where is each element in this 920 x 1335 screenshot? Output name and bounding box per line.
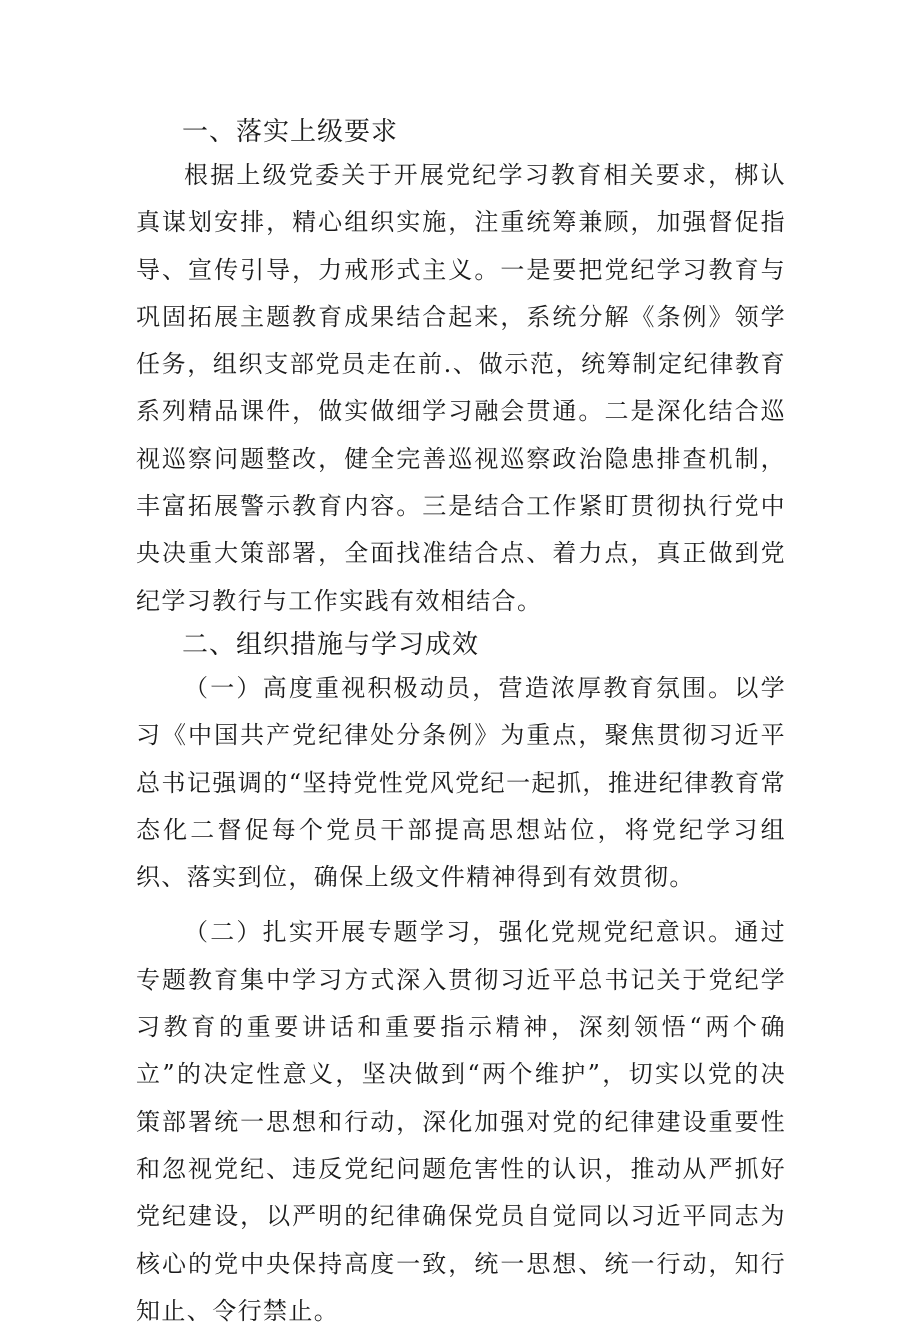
section-2-paragraph-1: （一）高度重视积极动员，营造浓厚教育氛围。以学习《中国共产党纪律处分条例》为重点，聚焦贯彻习近平总书记强调的“坚持党性党风党纪一起抓，推进纪律教育常态化二督促每个党员干部提高思想站位，将党纪学习组织、落实到位，确保上级文件精神得到有效贯彻。	[136, 673, 786, 892]
section-1-heading: 一、落实上级要求	[182, 117, 399, 147]
document-body	[136, 112, 786, 1335]
section-2-heading: 二、组织措施与学习成效	[182, 629, 480, 660]
section-1-paragraph: 根据上级党委关于开展党纪学习教育相关要求，梆认真谋划安排，精心组织实施，注重统筹兼顾，加强督促指导、宣传引导，力戒形式主义。一是要把党纪学习教育与巩固拓展主题教育成果结合起来，系统分解《条例》领学任务，组织支部党员走在前.、做示范，统筹制定纪律教育系列精品课件，做实做细学习融会贯通。二是深化结合巡视巡察问题整改，健全完善巡视巡察政治隐患排查机制，丰富拓展警示教育内容。三是结合工作紧盯贯彻执行党中央决重大策部署，全面找准结合点、着力点，真正做到党纪学习教行与工作实践有效相结合。	[136, 161, 786, 615]
section-2-paragraph-2: （二）扎实开展专题学习，强化党规党纪意识。通过专题教育集中学习方式深入贯彻习近平总书记关于党纪学习教育的重要讲话和重要指示精神，深刻领悟“两个确立”的决定性意义，坚决做到“两个维护”，切实以党的决策部署统一思想和行动，深化加强对党的纪律建设重要性和忽视党纪、违反党纪问题危害性的认识，推动从严抓好党纪建设，以严明的纪律确保党员自觉同以习近平同志为核心的党中央保持高度一致，统一思想、统一行动，知行知止、令行禁止。	[136, 918, 786, 1325]
